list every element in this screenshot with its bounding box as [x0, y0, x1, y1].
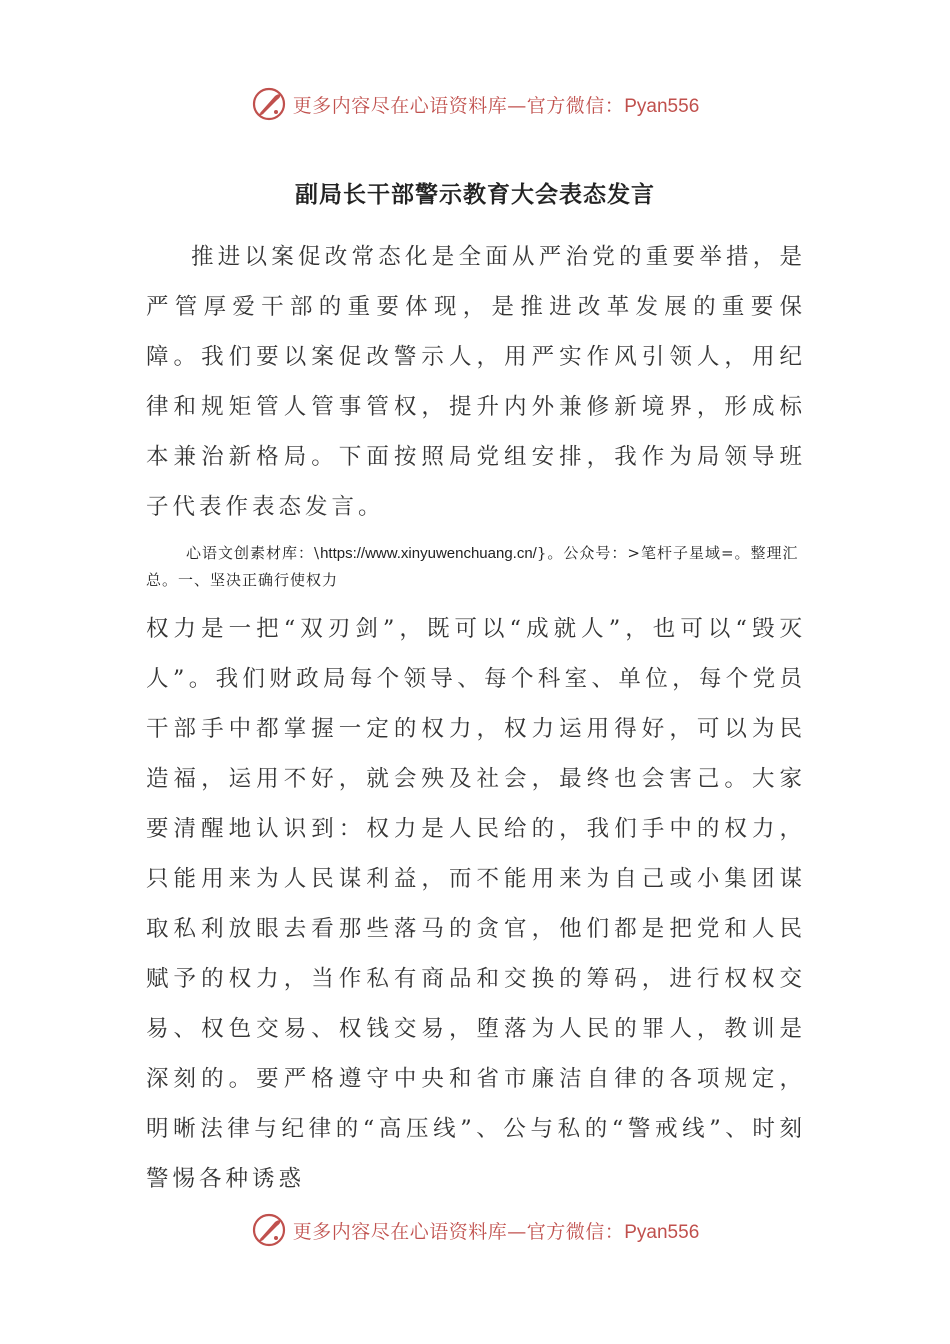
footer-banner: [0, 1208, 950, 1252]
intro-paragraph: 推进以案促改常态化是全面从严治党的重要举措，是严管厚爱干部的重要体现，是推进改革发展的重要保障。我们要以案促改警示人，用严实作风引领人，用纪律和规矩管人管事管权，提升内外兼修新境界，形成标本兼治新格局。下面按照局党组安排，我作为局领导班子代表作表态发言。: [146, 244, 806, 520]
source-url: https://www.xinyuwenchuang.cn/: [320, 545, 537, 562]
banner-text: 更多内容尽在心语资料库—官方微信：Pyan556: [292, 1220, 700, 1243]
wechat-id: Pyan556: [624, 1221, 700, 1243]
banner-text: 更多内容尽在心语资料库—官方微信：Pyan556: [292, 94, 700, 117]
source-note: 心语文创素材库：\https://www.xinyuwenchuang.cn/}。公众号：>笔杆子星域=。整理汇总。一、坚决正确行使权力: [146, 544, 799, 589]
document-title: 副局长干部警示教育大会表态发言: [295, 181, 655, 208]
wechat-id: Pyan556: [624, 95, 700, 117]
header-banner: [0, 82, 950, 126]
body-paragraph: 权力是一把“双刃剑”，既可以“成就人”，也可以“毁灭人”。我们财政局每个领导、每个科室、单位，每个党员干部手中都掌握一定的权力，权力运用得好，可以为民造福，运用不好，就会殃及社会，最终也会害己。大家要清醒地认识到：权力是人民给的，我们手中的权力，只能用来为人民谋利益，而不能用来为自己或小集团谋取私利放眼去看那些落马的贪官，他们都是把党和人民赋予的权力，当作私有商品和交换的筹码，进行权权交易、权色交易、权钱交易，堕落为人民的罪人，教训是深刻的。要严格遵守中央和省市廉洁自律的各项规定，明晰法律与纪律的“高压线”、公与私的“警戒线”、时刻警惕各种诱惑: [146, 616, 806, 1192]
quill-pen-logo-icon: [251, 86, 287, 122]
quill-pen-logo-icon: [251, 1212, 287, 1248]
